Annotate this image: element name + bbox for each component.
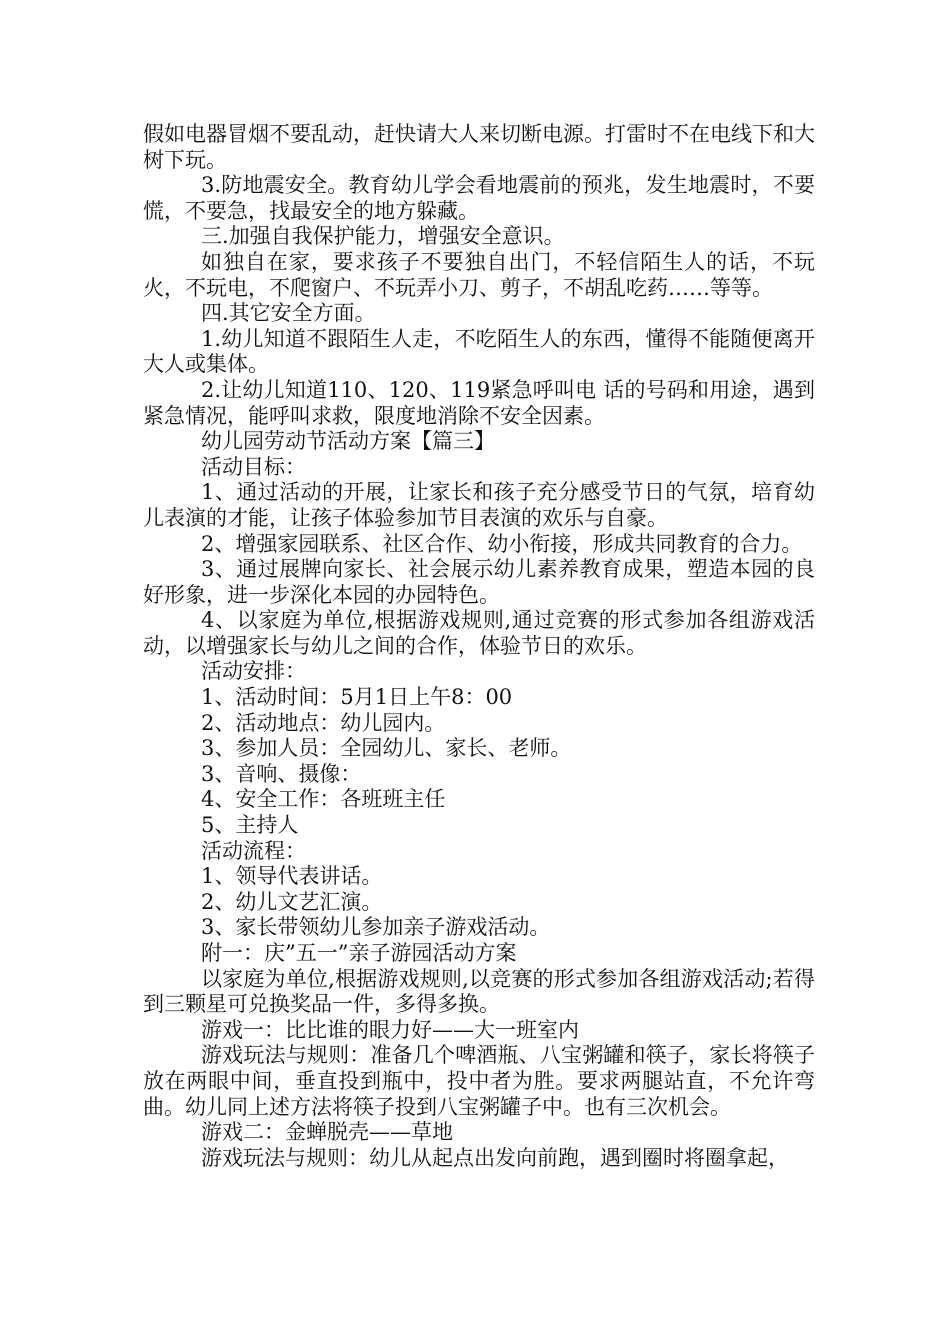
arrangement-item: 1、活动时间：5月1日上午8：00: [201, 685, 513, 710]
game-two-rules: 游戏玩法与规则：幼儿从起点出发向前跑，遇到圈时将圈拿起，: [201, 1145, 789, 1170]
paragraph-strangers: 1.幼儿知道不跟陌生人走，不吃陌生人的东西，懂得不能随便离开大人或集体。: [143, 326, 815, 377]
arrangement-item: 4、安全工作：各班班主任: [201, 787, 446, 812]
paragraph-electric-safety: 假如电器冒烟不要乱动，赶快请大人来切断电源。打雷时不在电线下和大树下玩。: [143, 122, 815, 172]
plan-title: 幼儿园劳动节活动方案【篇三】: [201, 429, 495, 454]
appendix-title: 附一：庆”五一”亲子游园活动方案: [201, 941, 517, 965]
section-heading-process: 活动流程：: [201, 838, 306, 863]
process-item: 1、领导代表讲话。: [201, 864, 383, 889]
arrangement-item: 3、音响、摄像：: [201, 761, 362, 786]
document-page: [143, 122, 815, 1171]
section-heading-other-safety: 四.其它安全方面。: [201, 301, 376, 326]
goal-item: 2、增强家园联系、社区合作、幼小衔接，形成共同教育的合力。: [201, 531, 803, 556]
goal-item: 1、通过活动的开展，让家长和孩子充分感受节日的气氛，培育幼儿表演的才能，让孩子体验参加节目表演的欢乐与自豪。: [143, 480, 815, 530]
section-heading-self-protection: 三.加强自我保护能力，增强安全意识。: [201, 224, 565, 249]
game-one-rules: 游戏玩法与规则：准备几个啤酒瓶、八宝粥罐和筷子，家长将筷子放在两眼中间，垂直投到瓶中，投中者为胜。要求两腿站直，不允许弯曲。幼儿同上述方法将筷子投到八宝粥罐子中。也有三次机会。: [143, 1043, 815, 1119]
section-heading-goals: 活动目标：: [201, 454, 306, 479]
goal-item: 3、通过展牌向家长、社会展示幼儿素养教育成果，塑造本园的良好形象，进一步深化本园的办园特色。: [143, 557, 815, 607]
process-item: 3、家长带领幼儿参加亲子游戏活动。: [201, 915, 551, 940]
paragraph-appendix-intro: 以家庭为单位,根据游戏规则,以竞赛的形式参加各组游戏活动;若得到三颗星可兑换奖品一件，多得多换。: [143, 966, 815, 1017]
section-heading-arrangement: 活动安排：: [201, 659, 306, 684]
game-one-title: 游戏一：比比谁的眼力好——大一班室内: [201, 1017, 579, 1042]
paragraph-earthquake-safety: 3.防地震安全。教育幼儿学会看地震前的预兆，发生地震时，不要慌，不要急，找最安全的地方躲藏。: [143, 173, 815, 223]
arrangement-item: 3、参加人员：全园幼儿、家长、老师。: [201, 736, 572, 761]
paragraph-home-alone: 如独自在家，要求孩子不要独自出门，不轻信陌生人的话，不玩火，不玩电，不爬窗户、不玩弄小刀、剪子，不胡乱吃药……等等。: [143, 249, 815, 300]
goal-item: 4、以家庭为单位,根据游戏规则,通过竞赛的形式参加各组游戏活动，以增强家长与幼儿之间的合作，体验节日的欢乐。: [143, 608, 815, 658]
arrangement-item: 2、活动地点：幼儿园内。: [201, 710, 446, 735]
arrangement-item: 5、主持人: [201, 813, 299, 838]
paragraph-emergency-numbers: 2.让幼儿知道110、120、119紧急呼叫电 话的号码和用途，遇到紧急情况，能呼叫求救，限度地消除不安全因素。: [143, 377, 815, 428]
game-two-title: 游戏二：金蝉脱壳——草地: [201, 1120, 453, 1145]
process-item: 2、幼儿文艺汇演。: [201, 889, 383, 914]
